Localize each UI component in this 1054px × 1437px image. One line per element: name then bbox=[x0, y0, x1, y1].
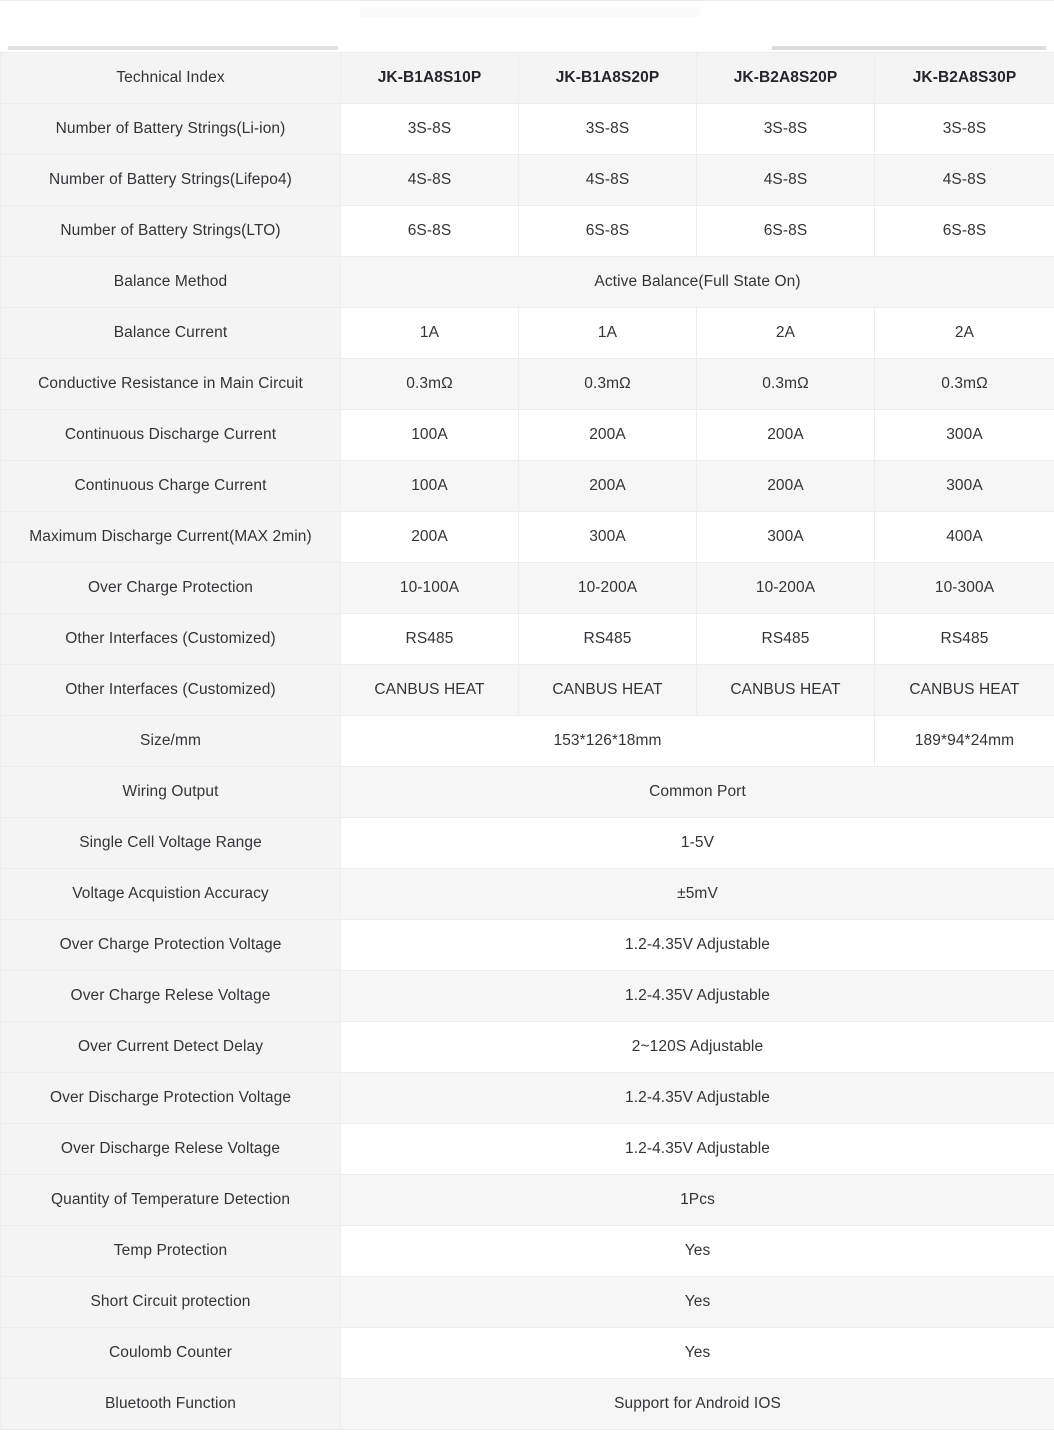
table-row bbox=[1, 971, 1054, 1022]
row-value-2: CANBUS HEAT bbox=[519, 665, 697, 716]
row-value-2: 0.3mΩ bbox=[519, 359, 697, 410]
row-value-3: RS485 bbox=[697, 614, 875, 665]
row-label: Other Interfaces (Customized) bbox=[1, 614, 341, 665]
table-row bbox=[1, 665, 1054, 716]
table-row bbox=[1, 155, 1054, 206]
row-value-1: 4S-8S bbox=[341, 155, 519, 206]
row-value-2: 3S-8S bbox=[519, 104, 697, 155]
table-row bbox=[1, 257, 1054, 308]
row-value-3: CANBUS HEAT bbox=[697, 665, 875, 716]
row-value-3: 3S-8S bbox=[697, 104, 875, 155]
row-value-3: 200A bbox=[697, 461, 875, 512]
row-value-merged: Active Balance(Full State On) bbox=[341, 257, 1054, 308]
table-row bbox=[1, 614, 1054, 665]
row-value-3: 2A bbox=[697, 308, 875, 359]
row-value-4: 300A bbox=[875, 461, 1054, 512]
table-row bbox=[1, 1073, 1054, 1124]
header-column-4: JK-B2A8S30P bbox=[875, 53, 1054, 104]
row-value-1: 1A bbox=[341, 308, 519, 359]
row-label: Continuous Charge Current bbox=[1, 461, 341, 512]
row-value-2: 10-200A bbox=[519, 563, 697, 614]
row-label: Over Charge Protection Voltage bbox=[1, 920, 341, 971]
row-value-4: 3S-8S bbox=[875, 104, 1054, 155]
table-row bbox=[1, 359, 1054, 410]
table-row bbox=[1, 869, 1054, 920]
row-value-1: 0.3mΩ bbox=[341, 359, 519, 410]
row-label: Voltage Acquistion Accuracy bbox=[1, 869, 341, 920]
row-value-4: 189*94*24mm bbox=[875, 716, 1054, 767]
table-row bbox=[1, 716, 1054, 767]
row-label: Number of Battery Strings(Li-ion) bbox=[1, 104, 341, 155]
row-value-merged: Yes bbox=[341, 1277, 1054, 1328]
table-body bbox=[1, 104, 1054, 1430]
top-band-artifact-right bbox=[772, 46, 1046, 50]
row-label: Over Charge Relese Voltage bbox=[1, 971, 341, 1022]
row-value-2: 300A bbox=[519, 512, 697, 563]
row-value-4: 4S-8S bbox=[875, 155, 1054, 206]
row-value-1: CANBUS HEAT bbox=[341, 665, 519, 716]
header-row bbox=[1, 53, 1054, 104]
table-row bbox=[1, 1277, 1054, 1328]
row-value-2: 1A bbox=[519, 308, 697, 359]
row-value-2: RS485 bbox=[519, 614, 697, 665]
row-value-4: CANBUS HEAT bbox=[875, 665, 1054, 716]
row-value-merged: 1.2-4.35V Adjustable bbox=[341, 920, 1054, 971]
row-label: Bluetooth Function bbox=[1, 1379, 341, 1430]
table-row bbox=[1, 563, 1054, 614]
row-value-2: 6S-8S bbox=[519, 206, 697, 257]
table-row bbox=[1, 512, 1054, 563]
row-value-2: 200A bbox=[519, 410, 697, 461]
row-value-3: 300A bbox=[697, 512, 875, 563]
row-value-4: 300A bbox=[875, 410, 1054, 461]
row-value-4: 2A bbox=[875, 308, 1054, 359]
row-label: Over Charge Protection bbox=[1, 563, 341, 614]
row-value-merged: 1.2-4.35V Adjustable bbox=[341, 1124, 1054, 1175]
row-value-1: 10-100A bbox=[341, 563, 519, 614]
row-value-3: 10-200A bbox=[697, 563, 875, 614]
row-value-merged: 1.2-4.35V Adjustable bbox=[341, 1073, 1054, 1124]
row-value-merged: Yes bbox=[341, 1226, 1054, 1277]
table-row bbox=[1, 1124, 1054, 1175]
row-value-3: 6S-8S bbox=[697, 206, 875, 257]
table-row bbox=[1, 206, 1054, 257]
table-row bbox=[1, 308, 1054, 359]
table-row bbox=[1, 767, 1054, 818]
header-column-1: JK-B1A8S10P bbox=[341, 53, 519, 104]
row-label: Size/mm bbox=[1, 716, 341, 767]
row-value-merged-first3: 153*126*18mm bbox=[341, 716, 875, 767]
row-value-merged: 2~120S Adjustable bbox=[341, 1022, 1054, 1073]
row-value-merged: Common Port bbox=[341, 767, 1054, 818]
row-value-3: 0.3mΩ bbox=[697, 359, 875, 410]
row-label: Other Interfaces (Customized) bbox=[1, 665, 341, 716]
row-label: Balance Current bbox=[1, 308, 341, 359]
table-row bbox=[1, 818, 1054, 869]
table-row bbox=[1, 410, 1054, 461]
row-label: Over Discharge Relese Voltage bbox=[1, 1124, 341, 1175]
table-row bbox=[1, 1379, 1054, 1430]
row-label: Over Discharge Protection Voltage bbox=[1, 1073, 341, 1124]
header-column-3: JK-B2A8S20P bbox=[697, 53, 875, 104]
row-label: Short Circuit protection bbox=[1, 1277, 341, 1328]
table-row bbox=[1, 461, 1054, 512]
row-label: Maximum Discharge Current(MAX 2min) bbox=[1, 512, 341, 563]
row-label: Coulomb Counter bbox=[1, 1328, 341, 1379]
table-row bbox=[1, 1226, 1054, 1277]
row-value-4: 0.3mΩ bbox=[875, 359, 1054, 410]
row-value-merged: Yes bbox=[341, 1328, 1054, 1379]
row-value-1: 3S-8S bbox=[341, 104, 519, 155]
row-value-1: RS485 bbox=[341, 614, 519, 665]
top-band-artifact-center bbox=[360, 7, 700, 17]
header-technical-index: Technical Index bbox=[1, 53, 341, 104]
row-value-1: 100A bbox=[341, 461, 519, 512]
row-value-1: 200A bbox=[341, 512, 519, 563]
row-value-4: 400A bbox=[875, 512, 1054, 563]
row-value-1: 100A bbox=[341, 410, 519, 461]
row-value-merged: 1.2-4.35V Adjustable bbox=[341, 971, 1054, 1022]
row-value-3: 4S-8S bbox=[697, 155, 875, 206]
row-value-4: 10-300A bbox=[875, 563, 1054, 614]
table-header bbox=[1, 53, 1054, 104]
row-value-3: 200A bbox=[697, 410, 875, 461]
row-value-4: RS485 bbox=[875, 614, 1054, 665]
table-row bbox=[1, 1175, 1054, 1226]
row-value-merged: 1-5V bbox=[341, 818, 1054, 869]
row-value-2: 200A bbox=[519, 461, 697, 512]
row-value-merged: Support for Android IOS bbox=[341, 1379, 1054, 1430]
row-label: Number of Battery Strings(Lifepo4) bbox=[1, 155, 341, 206]
header-column-2: JK-B1A8S20P bbox=[519, 53, 697, 104]
row-value-1: 6S-8S bbox=[341, 206, 519, 257]
row-label: Quantity of Temperature Detection bbox=[1, 1175, 341, 1226]
row-label: Conductive Resistance in Main Circuit bbox=[1, 359, 341, 410]
row-label: Continuous Discharge Current bbox=[1, 410, 341, 461]
table-row bbox=[1, 1022, 1054, 1073]
row-label: Temp Protection bbox=[1, 1226, 341, 1277]
table-row bbox=[1, 104, 1054, 155]
row-label: Over Current Detect Delay bbox=[1, 1022, 341, 1073]
row-value-2: 4S-8S bbox=[519, 155, 697, 206]
row-value-merged: 1Pcs bbox=[341, 1175, 1054, 1226]
row-label: Wiring Output bbox=[1, 767, 341, 818]
row-value-4: 6S-8S bbox=[875, 206, 1054, 257]
technical-specification-table bbox=[0, 52, 1054, 1430]
top-band-artifact-left bbox=[8, 46, 338, 50]
row-value-merged: ±5mV bbox=[341, 869, 1054, 920]
row-label: Balance Method bbox=[1, 257, 341, 308]
row-label: Number of Battery Strings(LTO) bbox=[1, 206, 341, 257]
cropped-top-band bbox=[0, 0, 1054, 52]
table-row bbox=[1, 920, 1054, 971]
table-row bbox=[1, 1328, 1054, 1379]
row-label: Single Cell Voltage Range bbox=[1, 818, 341, 869]
